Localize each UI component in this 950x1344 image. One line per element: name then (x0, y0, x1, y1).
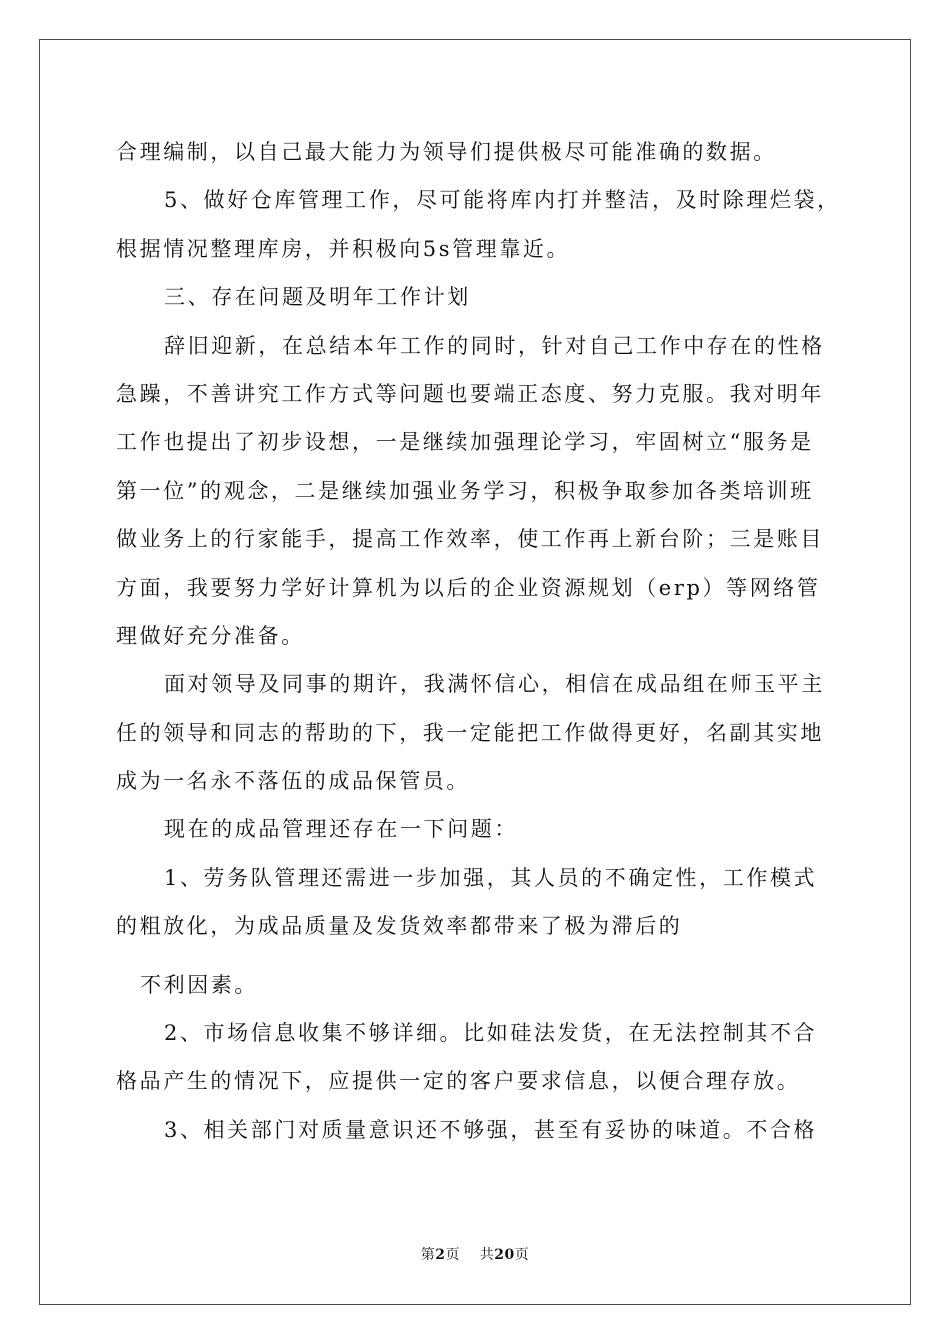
paragraph-line: 1、劳务队管理还需进一步加强，其人员的不确定性，工作模式 (164, 865, 818, 890)
section-heading: 三、存在问题及明年工作计划 (164, 285, 471, 310)
paragraph-line: 根据情况整理库房，并积极向5s管理靠近。 (116, 236, 571, 261)
paragraph-line: 急躁，不善讲究工作方式等问题也要端正态度、努力克服。我对明年 (116, 381, 824, 406)
paragraph-line: 2、市场信息收集不够详细。比如硅法发货，在无法控制其不合 (164, 1021, 818, 1046)
paragraph-line: 成为一名永不落伍的成品保管员。 (116, 769, 470, 794)
paragraph-line: 格品产生的情况下，应提供一定的客户要求信息，以便合理存放。 (116, 1069, 801, 1094)
page-suffix: 页 (445, 1247, 460, 1263)
page-footer (0, 1244, 950, 1264)
paragraph-line: 做业务上的行家能手，提高工作效率，使工作再上新台阶；三是账目 (116, 527, 824, 552)
paragraph-line: 辞旧迎新，在总结本年工作的同时，针对自己工作中存在的性格 (164, 333, 825, 358)
paragraph-line: 理做好充分准备。 (116, 623, 305, 648)
paragraph-line: 第一位”的观念，二是继续加强业务学习，积极争取参加各类培训班 (116, 478, 814, 503)
paragraph-line: 工作也提出了初步设想，一是继续加强理论学习，牢固树立“服务是 (116, 430, 814, 455)
total-pages: 20 (494, 1247, 515, 1263)
paragraph-line: 面对领导及同事的期许，我满怀信心，相信在成品组在师玉平主 (164, 672, 825, 697)
page-prefix: 第 (420, 1247, 436, 1263)
paragraph-line: 方面，我要努力学好计算机为以后的企业资源规划（erp）等网络管 (116, 575, 821, 600)
paragraph-line: 3、相关部门对质量意识还不够强，甚至有妥协的味道。不合格 (164, 1117, 818, 1142)
paragraph-line: 合理编制，以自己最大能力为领导们提供极尽可能准确的数据。 (116, 140, 777, 164)
paragraph-line: 任的领导和同志的帮助的下，我一定能把工作做得更好，名副其实地 (116, 720, 824, 745)
page-number: 2 (435, 1247, 446, 1263)
paragraph-line: 不利因素。 (140, 972, 258, 997)
document-body (116, 128, 841, 1154)
total-suffix: 页 (514, 1247, 530, 1263)
paragraph-line: 现在的成品管理还存在一下问题： (164, 817, 518, 842)
total-prefix: 共 (479, 1247, 495, 1263)
paragraph-line: 5、做好仓库管理工作，尽可能将库内打并整洁，及时除理烂袋， (164, 188, 841, 213)
paragraph-line: 的粗放化，为成品质量及发货效率都带来了极为滞后的 (116, 914, 683, 939)
